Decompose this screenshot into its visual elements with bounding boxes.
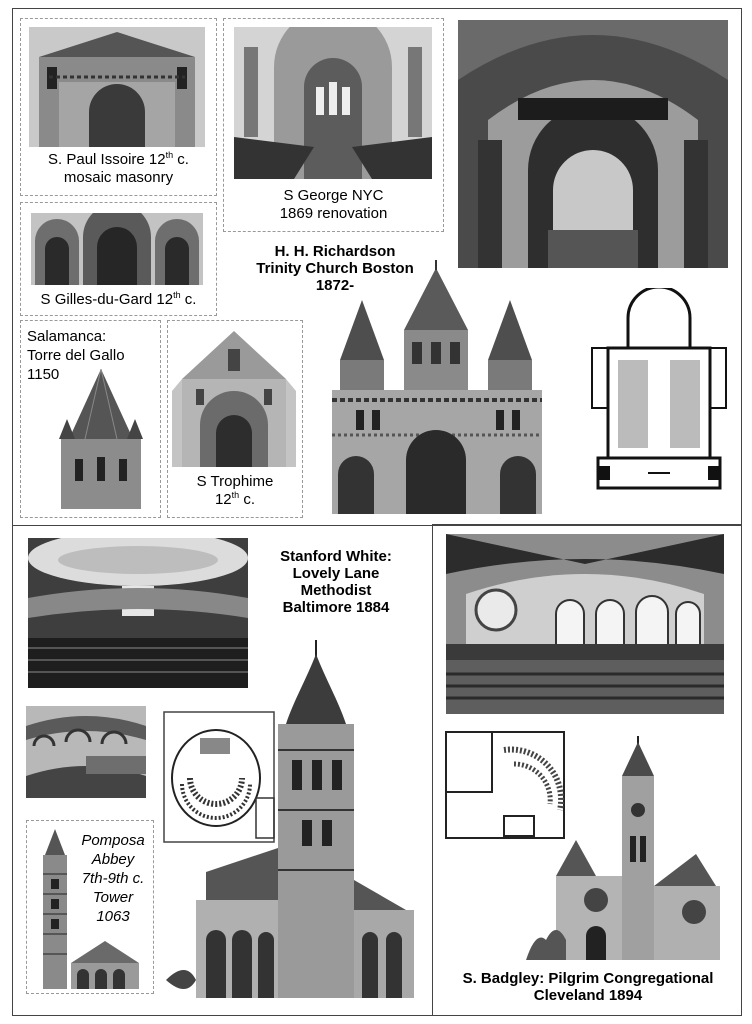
pomposa-caption	[75, 831, 151, 926]
salamanca-line1: Salamanca:	[27, 328, 107, 345]
issoire-name: S. Paul Issoire 12	[48, 151, 166, 168]
issoire-panel	[20, 18, 217, 196]
white-line1: Stanford White:	[280, 548, 392, 565]
issoire-caption	[21, 151, 216, 187]
pomposa-line3: 7th-9th c.	[81, 870, 145, 887]
salamanca-line2: Torre del Gallo	[27, 347, 125, 364]
richardson-line2: Trinity Church Boston	[256, 260, 414, 277]
trophime-caption	[168, 473, 302, 509]
badgley-line1: S. Badgley: Pilgrim Congregational	[462, 970, 714, 987]
pomposa-line1: Pomposa	[81, 832, 145, 849]
issoire-suffix: c.	[173, 151, 189, 168]
gilles-caption	[21, 291, 216, 309]
issoire-sup: th	[165, 150, 174, 160]
trinity-interior-photo	[458, 20, 728, 268]
pomposa-line2: Abbey	[91, 851, 135, 868]
trinity-facade-drawing	[312, 260, 564, 514]
richardson-line1: H. H. Richardson	[274, 243, 396, 260]
george-line1: S George NYC	[283, 187, 384, 204]
gilles-name: S Gilles-du-Gard 12	[40, 291, 174, 308]
issoire-photo	[29, 27, 205, 147]
gilles-photo	[31, 213, 203, 285]
gilles-sup: th	[173, 290, 181, 300]
pilgrim-exterior-drawing	[526, 736, 726, 960]
george-caption	[224, 187, 443, 223]
trophime-panel	[167, 320, 303, 518]
trophime-line1: S Trophime	[196, 473, 274, 490]
pomposa-line5: 1063	[96, 908, 130, 925]
salamanca-tower-photo	[55, 369, 147, 509]
trinity-floor-plan	[588, 288, 730, 498]
lovely-lane-tower-drawing	[166, 640, 420, 998]
pomposa-panel	[26, 820, 154, 994]
white-line4: Baltimore 1884	[282, 599, 390, 616]
badgley-line2: Cleveland 1894	[533, 987, 643, 1004]
gilles-suffix: c.	[180, 291, 197, 308]
george-panel	[223, 18, 444, 232]
issoire-line2: mosaic masonry	[63, 169, 174, 186]
lovely-lane-balcony-photo	[26, 706, 146, 798]
richardson-line3: 1872-	[315, 277, 355, 294]
white-line3: Methodist	[300, 582, 372, 599]
salamanca-panel	[20, 320, 161, 518]
trophime-line2b: c.	[239, 491, 256, 508]
trophime-sup: th	[231, 490, 240, 500]
trophime-line2a: 12	[214, 491, 232, 508]
pilgrim-interior-photo	[446, 534, 724, 714]
george-photo	[234, 27, 432, 179]
pomposa-line4: Tower	[92, 889, 134, 906]
salamanca-line3: 1150	[27, 366, 60, 383]
george-line2: 1869 renovation	[279, 205, 388, 222]
trophime-photo	[172, 329, 296, 467]
stanford-white-title	[262, 548, 410, 616]
gilles-panel	[20, 202, 217, 316]
badgley-title	[436, 970, 740, 1004]
white-line2: Lovely Lane	[292, 565, 380, 582]
